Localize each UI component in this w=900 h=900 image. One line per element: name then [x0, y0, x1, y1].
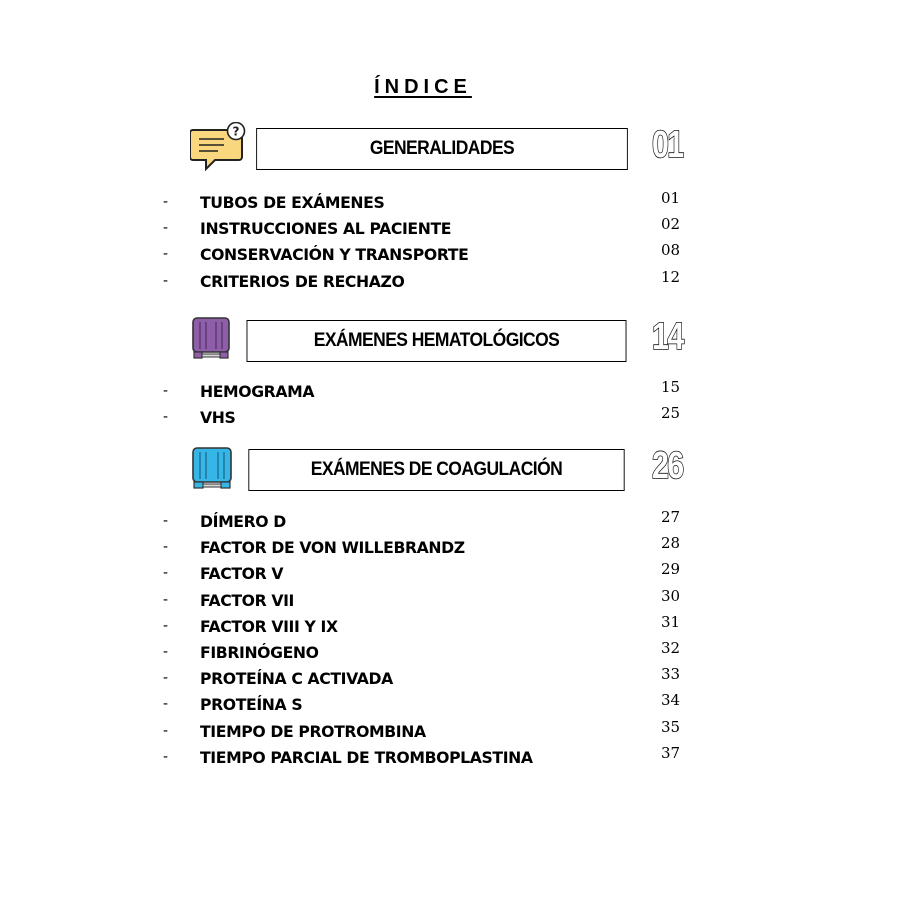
toc-item-label: FIBRINÓGENO — [200, 643, 319, 662]
toc-row[interactable]: - PROTEÍNA S 34 — [163, 691, 681, 714]
toc-item-label: VHS — [200, 408, 236, 427]
toc-item-label: FACTOR DE VON WILLEBRANDZ — [200, 538, 465, 557]
toc-item-label: TIEMPO PARCIAL DE TROMBOPLASTINA — [200, 748, 533, 767]
toc-row[interactable]: - FACTOR DE VON WILLEBRANDZ 28 — [163, 534, 681, 557]
toc-row[interactable]: - DÍMERO D 27 — [163, 508, 681, 531]
section-number: 14 — [652, 316, 683, 358]
section-header-generalidades — [190, 124, 700, 178]
toc-item-label: PROTEÍNA C ACTIVADA — [200, 669, 393, 688]
blue-tube-cap-icon — [191, 446, 233, 492]
toc-item-label: CONSERVACIÓN Y TRANSPORTE — [200, 245, 469, 264]
toc-item-label: INSTRUCCIONES AL PACIENTE — [200, 219, 452, 238]
toc-row[interactable]: - TUBOS DE EXÁMENES 01 — [163, 189, 681, 212]
toc-row[interactable]: - FACTOR V 29 — [163, 560, 681, 583]
toc-page-number: 27 — [661, 508, 681, 526]
toc-row[interactable]: - CRITERIOS DE RECHAZO 12 — [163, 268, 681, 291]
toc-item-label: CRITERIOS DE RECHAZO — [200, 272, 405, 291]
section-header-coagulacion — [190, 445, 700, 499]
section-title: EXÁMENES HEMATOLÓGICOS — [313, 330, 560, 351]
toc-row[interactable]: - CONSERVACIÓN Y TRANSPORTE 08 — [163, 241, 681, 264]
toc-page-number: 02 — [661, 215, 681, 233]
toc-page-number: 31 — [661, 613, 681, 631]
toc-item-label: TIEMPO DE PROTROMBINA — [200, 722, 426, 741]
toc-row[interactable]: - TIEMPO DE PROTROMBINA 35 — [163, 718, 681, 741]
toc-page-number: 33 — [661, 665, 681, 683]
toc-row[interactable]: - VHS 25 — [163, 404, 681, 427]
toc-item-label: FACTOR VIII Y IX — [200, 617, 338, 636]
toc-page-number: 08 — [661, 241, 681, 259]
toc-item-label: DÍMERO D — [200, 512, 286, 531]
toc-page-number: 28 — [661, 534, 681, 552]
toc-row[interactable]: - FIBRINÓGENO 32 — [163, 639, 681, 662]
toc-page-number: 35 — [661, 718, 681, 736]
toc-page-number: 15 — [661, 378, 681, 396]
purple-tube-cap-icon — [191, 316, 231, 362]
toc-page-number: 25 — [661, 404, 681, 422]
section-header-hematologicos — [190, 316, 700, 370]
toc-page-number: 34 — [661, 691, 681, 709]
index-title: ÍNDICE — [374, 76, 472, 98]
section-title-box — [256, 128, 628, 170]
section-title-box — [248, 449, 624, 491]
toc-page-number: 12 — [661, 268, 681, 286]
toc-page-number: 30 — [661, 587, 681, 605]
toc-page-number: 01 — [661, 189, 681, 207]
toc-item-label: FACTOR VII — [200, 591, 295, 610]
toc-page-number: 32 — [661, 639, 681, 657]
toc-row[interactable]: - PROTEÍNA C ACTIVADA 33 — [163, 665, 681, 688]
section-number: 26 — [652, 445, 683, 487]
toc-item-label: TUBOS DE EXÁMENES — [200, 193, 385, 212]
section-title-box — [247, 320, 627, 362]
svg-text:?: ? — [232, 124, 240, 139]
toc-page-number: 29 — [661, 560, 681, 578]
toc-row[interactable]: - HEMOGRAMA 15 — [163, 378, 681, 401]
toc-row[interactable]: - FACTOR VIII Y IX 31 — [163, 613, 681, 636]
toc-row[interactable]: - FACTOR VII 30 — [163, 587, 681, 610]
section-title: GENERALIDADES — [369, 138, 515, 159]
toc-item-label: HEMOGRAMA — [200, 382, 315, 401]
section-title: EXÁMENES DE COAGULACIÓN — [310, 459, 563, 480]
speech-bubble-question-icon — [190, 122, 248, 172]
toc-item-label: PROTEÍNA S — [200, 695, 303, 714]
toc-row[interactable]: - TIEMPO PARCIAL DE TROMBOPLASTINA 37 — [163, 744, 681, 767]
toc-row[interactable]: - INSTRUCCIONES AL PACIENTE 02 — [163, 215, 681, 238]
section-number: 01 — [652, 124, 683, 166]
toc-item-label: FACTOR V — [200, 564, 284, 583]
toc-page-number: 37 — [661, 744, 681, 762]
